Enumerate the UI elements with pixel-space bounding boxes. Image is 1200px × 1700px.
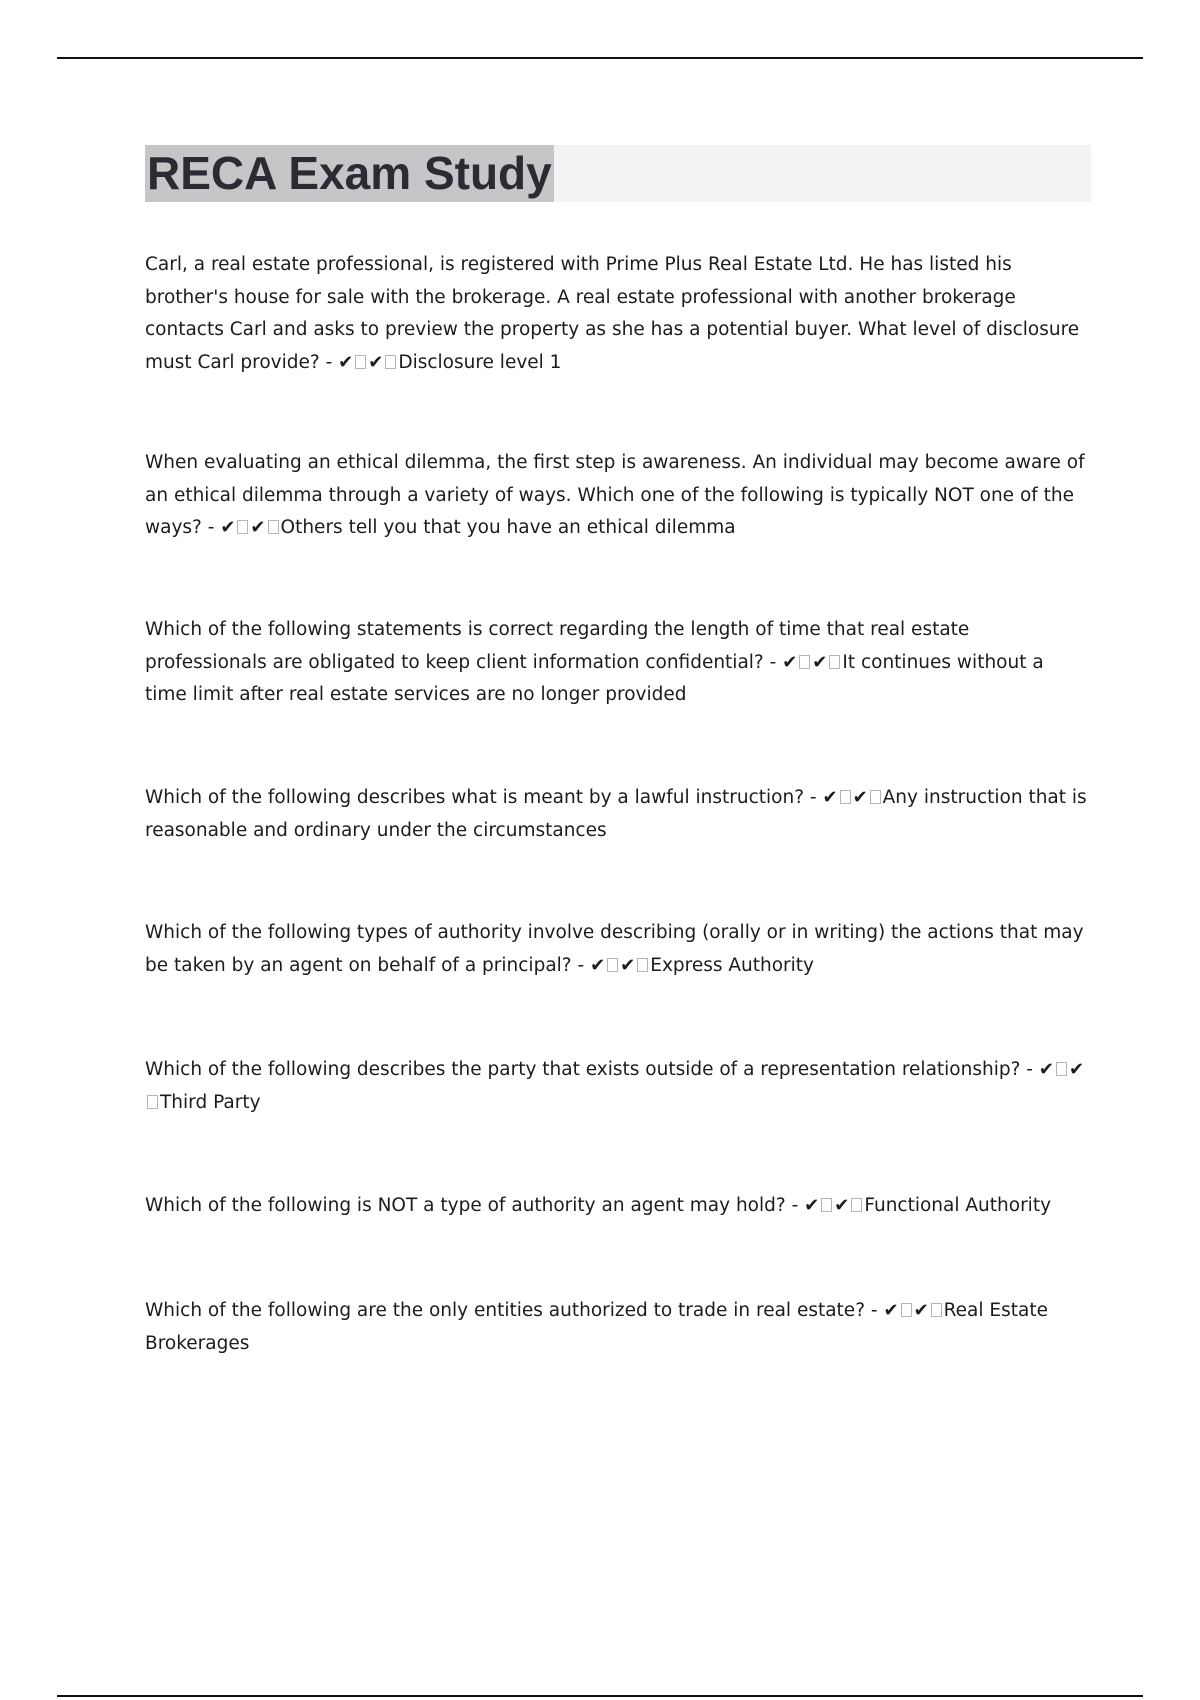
question-text: Which of the following describes the party that exists outside of a representation relationship? - [145,1059,1033,1080]
check-icon: ✔ [913,1300,929,1321]
qa-item [145,249,1090,379]
box-icon [1056,1062,1067,1076]
question-text: Carl, a real estate professional, is registered with Prime Plus Real Estate Ltd. He has listed his brother's house for sale with the brokerage. A real estate professional with another brokerage contacts Carl and asks to preview the property as she has a potential buyer. What level of disclosure must Carl provide? - [145,254,1080,373]
box-icon [840,790,851,804]
question-text: Which of the following types of authority involve describing (orally or in writing) the actions that may be taken by an agent on behalf of a principal? - [145,922,1084,976]
question-text: Which of the following is NOT a type of authority an agent may hold? - [145,1195,799,1216]
answer-text: Others tell you that you have an ethical dilemma [280,517,736,538]
check-icon: ✔ [368,351,384,373]
answer-text: Real Estate Brokerages [145,1300,1048,1354]
answer-text: Disclosure level 1 [398,351,562,373]
qa-item [145,782,1090,847]
answer-text: It continues without a time limit after real estate services are no longer provided [145,651,1044,705]
box-icon [901,1303,912,1317]
check-icon: ✔ [852,787,868,808]
qa-item [145,1054,1090,1119]
box-icon [637,958,648,972]
qa-item [145,614,1090,712]
check-icon: ✔ [822,787,838,808]
qa-item [145,1190,1090,1223]
check-icon: ✔ [338,351,354,373]
check-icon: ✔ [883,1300,899,1321]
qa-item [145,447,1090,545]
box-icon [870,790,881,804]
answer-text: Third Party [160,1091,261,1113]
box-icon [237,520,248,534]
question-text: Which of the following describes what is meant by a lawful instruction? - [145,787,817,808]
answer-text: Express Authority [650,954,814,976]
answer-text: Any instruction that is reasonable and ordinary under the circumstances [145,787,1087,841]
check-icon: ✔ [804,1195,820,1216]
box-icon [821,1198,832,1212]
check-icon: ✔ [782,651,798,673]
check-icon: ✔ [220,517,236,538]
box-icon [931,1303,942,1317]
box-icon [607,958,618,972]
top-rule [57,57,1143,59]
check-icon: ✔ [1068,1059,1085,1080]
check-icon: ✔ [834,1195,850,1216]
box-icon [268,520,279,534]
box-icon [799,655,810,669]
box-icon [851,1198,862,1212]
box-icon [147,1095,158,1109]
question-text: Which of the following are the only entities authorized to trade in real estate? - [145,1300,878,1321]
box-icon [829,655,840,669]
check-icon: ✔ [590,954,606,976]
box-icon [385,355,396,369]
page-title: RECA Exam Study [145,145,554,202]
question-text: When evaluating an ethical dilemma, the first step is awareness. An individual may become aware of an ethical dilemma through a variety of ways. Which one of the following is typically NOT one of the ways? - [145,452,1085,538]
box-icon [355,355,366,369]
question-text: Which of the following statements is correct regarding the length of time that real estate professionals are obligated to keep client information confidential? - [145,619,970,673]
qa-item [145,917,1090,982]
check-icon: ✔ [1038,1059,1054,1080]
qa-item [145,1295,1090,1360]
bottom-rule [57,1695,1143,1697]
check-icon: ✔ [250,517,266,538]
check-icon: ✔ [812,651,828,673]
check-icon: ✔ [620,954,636,976]
answer-text: Functional Authority [864,1195,1052,1216]
